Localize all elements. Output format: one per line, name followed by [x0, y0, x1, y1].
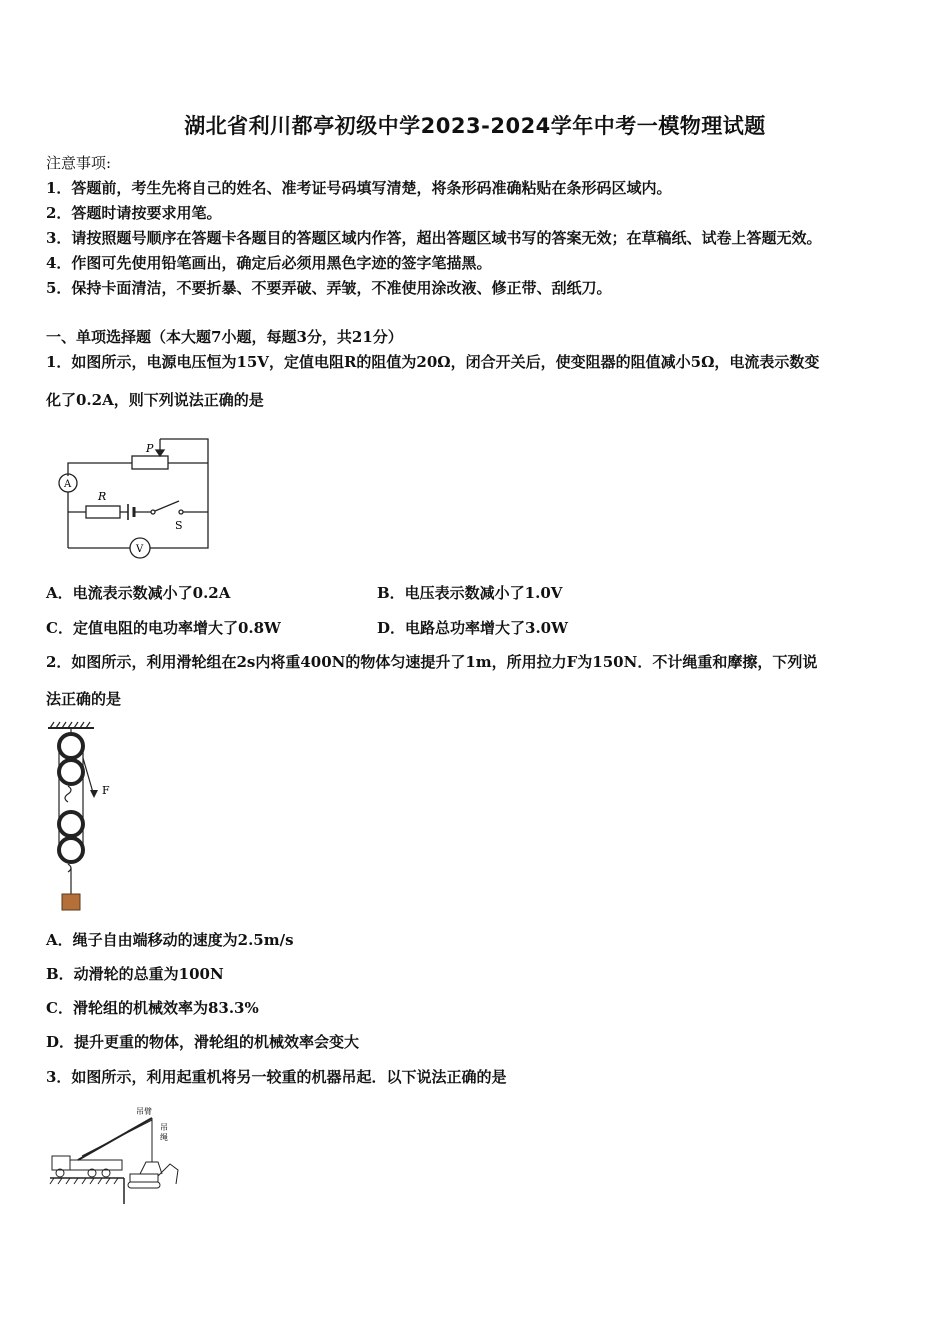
machine-arm [158, 1164, 178, 1184]
notes-item-2: 2．答题时请按要求用笔。 [46, 204, 222, 222]
notes-item-4: 4．作图可先使用铅笔画出，确定后必须用黑色字迹的签字笔描黑。 [46, 254, 492, 272]
fixed-pulley-2 [59, 760, 83, 784]
q2-option-b[interactable]: B．动滑轮的总重为100N [46, 965, 224, 983]
movable-pulley-2 [59, 838, 83, 862]
q3-crane-figure [48, 1104, 188, 1206]
switch-blade [155, 501, 179, 511]
crane-cab [52, 1156, 70, 1170]
q1-option-b[interactable]: B．电压表示数减小了1.0V [377, 584, 563, 602]
q2-stem-line2: 法正确的是 [46, 690, 122, 708]
label-a: A [64, 479, 72, 490]
q2-option-a[interactable]: A．绳子自由端移动的速度为2.5m/s [46, 931, 294, 949]
section-heading: 一、单项选择题（本大题7小题，每题3分，共21分） [46, 328, 403, 346]
notes-heading: 注意事项: [46, 154, 112, 172]
label-v: V [136, 544, 144, 555]
label-p: P [146, 442, 154, 455]
cliff-hatching [50, 1178, 118, 1184]
rheostat-slider-arrow [156, 450, 164, 456]
crane-boom-lower [82, 1120, 152, 1156]
q1-option-d[interactable]: D．电路总功率增大了3.0W [377, 619, 568, 637]
q1-stem-line2: 化了0.2A，则下列说法正确的是 [46, 391, 264, 409]
label-f: F [102, 784, 110, 797]
circuit-wire-top-left [68, 463, 132, 476]
crane-body [70, 1160, 122, 1170]
notes-item-3: 3．请按照题号顺序在答题卡各题目的答题区域内作答，超出答题区域书写的答案无效；在草稿纸、试卷上答题无效。 [46, 229, 822, 247]
movable-pulley-1 [59, 812, 83, 836]
q1-option-c[interactable]: C．定值电阻的电功率增大了0.8W [46, 619, 281, 637]
q1-circuit-figure [50, 432, 220, 562]
machine-body [130, 1174, 158, 1182]
q1-stem-line1: 1．如图所示，电源电压恒为15V，定值电阻R的阻值为20Ω，闭合开关后，使变阻器的阻值减小5Ω，电流表示数变 [46, 353, 820, 371]
load-block [62, 894, 80, 910]
machine-cab [140, 1162, 162, 1174]
q1-option-a[interactable]: A．电流表示数减小了0.2A [46, 584, 231, 602]
q2-stem-line1: 2．如图所示，利用滑轮组在2s内将重400N的物体匀速提升了1m，所用拉力F为150N．不计绳重和摩擦，下列说 [46, 653, 818, 671]
label-rope-2: 绳 [160, 1133, 168, 1142]
pulley-hook-1 [65, 786, 71, 802]
switch-contact-left [151, 510, 155, 514]
switch-contact-right [179, 510, 183, 514]
notes-item-1: 1．答题前，考生先将自己的姓名、准考证号码填写清楚，将条形码准确粘贴在条形码区域内。 [46, 179, 672, 197]
label-s: S [175, 519, 183, 532]
label-boom: 吊臂 [136, 1107, 152, 1116]
label-rope-1: 吊 [160, 1123, 168, 1132]
q3-stem-line1: 3．如图所示，利用起重机将另一较重的机器吊起．以下说法正确的是 [46, 1068, 507, 1086]
pull-arrow [90, 790, 98, 798]
notes-item-5: 5．保持卡面清洁，不要折暴、不要弄破、弄皱，不准使用涂改液、修正带、刮纸刀。 [46, 279, 612, 297]
page-title: 湖北省利川都亭初级中学2023-2024学年中考一模物理试题 [184, 114, 766, 138]
rheostat [132, 456, 168, 469]
fixed-pulley-1 [59, 734, 83, 758]
q2-pulley-figure [44, 718, 124, 914]
resistor [86, 506, 120, 518]
machine-track [128, 1182, 160, 1188]
q2-option-d[interactable]: D．提升更重的物体，滑轮组的机械效率会变大 [46, 1033, 360, 1051]
label-r: R [98, 490, 107, 503]
q2-option-c[interactable]: C．滑轮组的机械效率为83.3% [46, 999, 259, 1017]
